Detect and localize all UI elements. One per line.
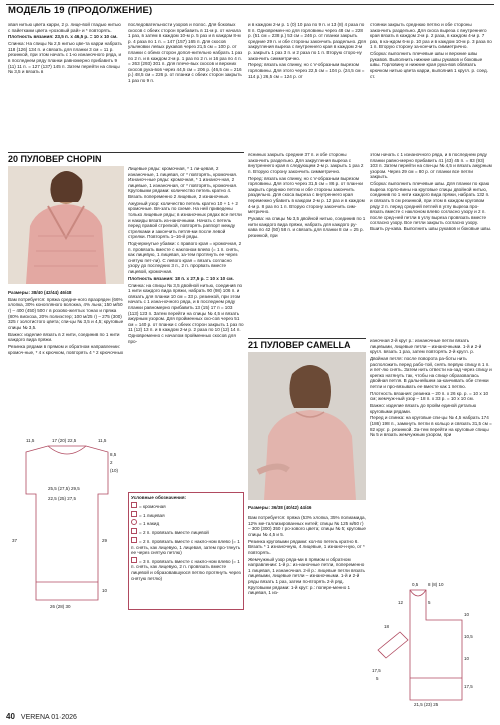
paragraph: Спинка: на спицы № 3,5 двойной нитью, соединив по 1 нити каждого вида пряжи, набрать 90 (98) 106 п. и связать для планки 10 см = 33 р. резинкой, при этом начать с 1 изна-ночного ряда, и в последнем ряду планки равномерно прибавить 13 (15) 17 п = 103 (113) 123 п. Затем перейти на спицы № 4,5 и вязать ажурным узором. Для пройменных ско-сов через 51 см = 140 р. от планки с обеих сторон закрыть 1 раз по 11 (12) 13 п. и в каждом 2-м р. 2 раза по 10 (12) 14 п. Одновременно с началом пройменных скосов для про- [128, 282, 244, 344]
paragraph: и в каждом 2-м р. 1 (0) 10 раз по 9 п. и 13 (8) 4 раза по 8 п. Одновремен-но для горловины через 48 см = 228 р. (51 см = 238 р.) 53 см = 246 р. от планки закрыть средние 29 п. и обе стороны закончить раздельно. Для закругления выреза с внутреннего края в каждом 2-м р. закрыть 1 раз 3 п. и 2 раза по 1 п. Вторую сторо-ну закончить симметрично. [248, 22, 366, 61]
paragraph: Ажурный узор: количество петель кратно 10 + 1 + 2 кромочные. Вя-зать по схеме. На ней приведены только лицевые ряды; в изнаночных рядах все петли и накиды вязать из-наночными. Начать с петель перед правой стрелкой, повторять раппорт между стрелками и закончить петля-ми после левой стрелки. Повторять 1–16-й ряды. [128, 200, 242, 240]
dim-label: 22,5 (25) 27,5 [48, 496, 77, 501]
dim-label: 17,5 [372, 668, 381, 673]
dim-label: 8 (8) 10 [428, 582, 444, 587]
k2tog-symbol-icon [131, 528, 137, 534]
ssk-symbol-icon [131, 537, 137, 543]
paragraph: Рукава: на спицы № 3,5 двойной нитью, соединив по 1 нити каждого вида пряжи, набрать для каждого ру-кава по 42 (50) 58 п. и связать для планки 8 см = 25 р. резинкой, при [248, 215, 366, 238]
dim-label: 5 [428, 600, 431, 605]
paragraph: этом начать с 1 изнаночного ряда, и в последнем ряду планки равно-мерно прибавить 41 (43) 45 п. = 83 (93) 103 п. Затем перейти на спи-цы № 4,5 и вязать ажурным узором. Через 29 см = 80 р. от планки все петли закрыть. [370, 152, 492, 180]
page-footer [6, 712, 77, 721]
dim-label: 37 [12, 538, 18, 543]
paragraph: стоянки закрыть среднюю петлю и обе стороны закончить раздельно. Для скоса выреза с внутреннего края вязать в каждом 2-м р. 2 раза, в каждом 4-м р. 7 раз, в ка-ждом 6-м р. 10 раз и в каждом 10-м р. 3 раза по 1 п. Вторую сторону за-кончить симметрично. [370, 22, 492, 50]
col3-top-text [248, 22, 366, 142]
paragraph: хвая нитью цвета карри, 2 р. лице-вой гладью нитью с пайетками цвета «розовый рай» и * повторять. [8, 22, 121, 33]
paragraph: Жемчужный узор ряда-ми в прямом и обратном направлении: 1-й р.: из-наночные петли, попеременно 1 лицевая, 1 изнаночная. 2-й р.: лицевые петли вязать лицевыми, лицевые петли – изнаночными. 1-й и 2-й ряды вязать 1 раз, затем по-вторять 2-й ряд. Круговыми рядами: 1-й круг: р.: попере-менно 1 лицевая, 1 из- [248, 556, 365, 596]
paragraph: Важно: изделие вязать до пройм единой деталью круговыми рядами. [370, 403, 477, 414]
dim-label: 26 (28) 30 [50, 604, 71, 609]
yarn-over-symbol-icon [131, 519, 137, 525]
col4-bot-text [370, 338, 492, 576]
paragraph: Важно: изделие вязать в 2 нити, соединив по 1 нити каждого вида пряжи. [8, 331, 120, 343]
legend-item: = кромочная [131, 502, 241, 510]
dim-label: 12 [398, 600, 404, 605]
paragraph: ясниных закрыть средние 37 п. и обе стороны закончить раздельно. Для закругления выреза с внутреннего края в следующем 2-м р. закрыть 1 раз 2 п. Вторую сторону закончить симметрично. [248, 152, 364, 174]
dim-label: 5 [376, 676, 379, 681]
paragraph: Перед: вязать как спинку, но с V-образным вырезом горловины. Для этого через 31,5 см = 86 р. от план-ки закрыть среднюю петлю и обе стороны закончить раздельно. Для скоса выреза с внутреннего края перемежно убавить в каждом 2-м р. 12 раз и в каждом 4-м р. 8 раз по 1 п. Вторую сторону закончить сим-метрично. [248, 175, 365, 215]
paragraph: последовательности узоров и полос. Для боковых скосов с обеих сторон прибавить в 11-м р. от начала 1 раз, в затем в каждом 10-м р. 5 раз и в каждом 8-м р. 4 раза по 1 п. = 147 (157) 165 п. Для скосов ульяновки левых рукавов через 21,5 см = 100 р. от планки с обеих сторон допол-нительно набрать 1 раз по 2 п. и в каждом 2-м р. 1 раз по 2 п. и 16 раз по 4 п. = 263 (293) 301 п. Для плече-вых скосов и верхних скосов рука-вов через 44,5 см = 206 р. (46,5 см = 216 р.) 48,5 см = 226 р. от планки с обеих сторон закрыть 1 раз по 9 п. [128, 22, 243, 83]
dim-label: 11,5 [26, 438, 35, 443]
paragraph: Перед: вязать как спинку, но с V-образным вырезом горловины. Для этого через 22,5 см = 104 р. (24,5 см = 114 р.) 26,5 см = 124 р. от [248, 62, 365, 79]
dim-label: 21,5 (23) 25 [414, 702, 439, 707]
sk2p-symbol-icon [131, 557, 137, 563]
dim-label: 0,5 [412, 582, 419, 587]
col4-mid-text [370, 152, 492, 332]
paragraph: Плотность вязания: 18 п. х 27,5 р. = 10 х 10 см. [128, 275, 234, 281]
legend-item: = 1 накид [131, 519, 241, 527]
page-number: 40 [6, 712, 15, 721]
legend-title: Условные обозначения: [131, 495, 187, 500]
size-21: Размеры: 36/38 (40/42) 44/46 [248, 505, 312, 510]
paragraph: Подчеркнутые убавки: с правого края = кромочная, 2 п. провязать вместе с наклоном влево (= 1 п. снять, как лицевую, 1 лицевая, за-тем протянуть ее через снятую пет-ли). С левого края = вязать согласно узору до последних 3 п., 2 п. прорвать вместе лицевой, кромочная. [128, 241, 242, 275]
col1-top-text [8, 22, 124, 142]
dim-label: 18 [384, 624, 390, 629]
paragraph: Плотность вязания: резинка – 20 п. х 26 кр. р. = 10 х 10 см; жемчуж-ный узор – 18 п. х 33 р. = 10 х 10 см. [370, 390, 489, 402]
paragraph: Резинка круговыми рядами: кол-во петель кратно 6. Вязать * 1 изнаночную, 4 лицевые, 1 изнаноч-ную, от * повторять. [248, 538, 365, 555]
schematic-pullover-camella [370, 580, 492, 708]
section-title-21: 21 ПУЛОВЕР CAMELLA [248, 338, 366, 350]
paragraph: изночная 2-й круг р.: изнаночные петли вязать лицевыми, лицевые петли – изнаночными. 1-й и 2-й кругл. вязать 1 раз, затем повторять 2-й кругл. р. [370, 338, 482, 355]
paragraph: Размеры: 38/40 (42/44) 46/48 [8, 290, 72, 295]
knit-symbol-icon [131, 511, 137, 517]
dim-label: 2 [110, 460, 113, 465]
dim-label: (10) [110, 468, 119, 473]
schematic-pullover-chopin [8, 432, 126, 612]
col4-top-text [370, 22, 492, 142]
legend-item: = 2 п. провязать вместе с накло-ном влево (= 1 п. снять, как лицевую, 1 лицевая, затем про-тянуть ее через снятую петлю) [131, 538, 241, 556]
dim-label: 17,5 [464, 684, 473, 689]
paragraph: Лицевые ряды: кромочная, * 1 ли-цевая, 2 изнаночные, 1 лицевая, от * повторять, кромочная. Изнаноч-ные ряды: кромочная, * 1 изнаноч-ная, 2 лицевые, 1 изнаночная, от * повторять, кромочная. Круговыми рядами: количество петель кратно 4. Вязать попеременно 2 лицевые, 2 изнаночные. [128, 166, 238, 199]
paragraph: Резинка рядами в прямом и обратном направлении: кромоч-ные, * 4 к крючком, повторять 4 * 2 крючочных [8, 343, 124, 355]
dim-label: 10 [464, 612, 470, 617]
edge-stitch-symbol-icon [131, 502, 137, 508]
col1-mid-text [8, 290, 124, 425]
photo-pullover-chopin [8, 166, 124, 284]
col2-mid-text [128, 166, 244, 488]
paragraph: Двойная петля: после поворота ра-боты нить расположить перед рабо-той, снять первую спицу в 1 п. и пет-лю снять. Затем нить отвести на-зад через спицу и крепко натянуть так, чтобы на спице образовалась двойная петля. В дальнейшем за-канчивать обе стенки петли и про-вязывать ее вместе как 1 петлю. [370, 355, 492, 389]
col2-top-text [128, 22, 244, 142]
paragraph: Вам потребуется: пряжа средне-ного вразряден (66% хлопка, 30% конопляного волокна, 4% льна; 150 м/50 г) – 400 (450) 500 г в розово-желтых тонах и пряжа (80% вискоза, 20% полиэстер; 100 м/25 г) – 275 (300) 325 г золотистого цвета; спи-цы № 3,5 и 4,5; круговые спицы № 3,5. [8, 296, 124, 330]
symbol-legend [128, 492, 244, 610]
legend-item: = 2 п. провязать вместе лицевой [131, 528, 241, 536]
paragraph: Вам потребуется: пряжа (53% хлопка, 35% полиамида, 12% ме-таллизированных нитей; спицы № 125 м/50 г) – 300 (300) 350 г ро-зового цвета; спицы № 5; круговые спицы № 4,5 и 5. [248, 515, 366, 537]
dim-label: 25,5 (27,5) 29,5 [48, 486, 80, 491]
section-title-20: 20 ПУЛОВЕР CHOPIN [8, 152, 244, 164]
page-title: МОДЕЛЬ 19 (ПРОДОЛЖЕНИЕ) [8, 5, 153, 16]
dim-label: 17 (20) 22,5 [52, 438, 77, 443]
legend-item: = 1 лицевая [131, 511, 241, 519]
paragraph: Плотность вязания: 23,5 п. х 46,5 р. = 10 х 10 см. [8, 34, 118, 40]
dim-label: 11,5 [98, 438, 107, 443]
legend-item: = 3 п. провязать вместе с накло-ном влево (= 1 п. снять, как лицевую, 2 п. провязать вместе лицевой и образовавшуюся петлю протянуть через снятую петлю) [131, 558, 241, 581]
dim-label: 8,5 [110, 452, 117, 457]
dim-label: 29 [102, 538, 108, 543]
dim-label: 10 [464, 656, 470, 661]
paragraph: Перед и спинка: на круговые спи-цы № 4,5 набрать 174 (186) 198 п., замкнуть петли в кольцо и связать 31,5 см = 82 круг. р. резинкой. За-тем перейти на круговые спицы № 5 и вязать жемчужным узором, при [370, 415, 492, 438]
photo-pullover-camella [248, 352, 366, 500]
dim-label: 10 [102, 588, 108, 593]
paragraph: Спинка: На спицы № 2,5 нитью цве-та карри набрать 118 (126) 134 п. и связать для планки 3 см = 11 р. резинкой, при этом начать с 1-ю изнаночного ряда, и в последнем ряду планки равномерно прибавить 9 (11) 11 п. = 127 (137) 145 п. Затем перейти на спицы № 3,5 и вязать в [8, 41, 122, 75]
magazine-name: VERENA 01·2026 [20, 714, 77, 721]
paragraph: Сборка: выполнить плечевые швы. Для планки по краю выреза горло-вины на круговые спицы двойной нитью, соединив по 1 нити каждого вида пряжи, набрать 132 п. и связать 5 см резинкой, при этом в каждом круговом ряду 2 п. перед средней петлей в углу выреза про-вязать вместе с наклоном влево согласно узору и 2 п. после сред-ней петли в углу выреза провязать вместе согласно узору. Все петли закрыть согласно узору. Вшить ру-кава. Выполнить швы рукавов и боковые швы. [370, 181, 492, 231]
paragraph: Сборка: выполнить плечевые швы и верхние швы рукавов. Выполнить нижние швы рукавов и боковые швы. Горловину и нижние края рука-вов обвязать крючком нитью цвета карри, выполнив 1 кругл. р. соед. ст. [370, 51, 488, 79]
col3-mid-text [248, 152, 366, 332]
dim-label: 10,5 [464, 634, 473, 639]
col3-bot-text [248, 515, 366, 710]
